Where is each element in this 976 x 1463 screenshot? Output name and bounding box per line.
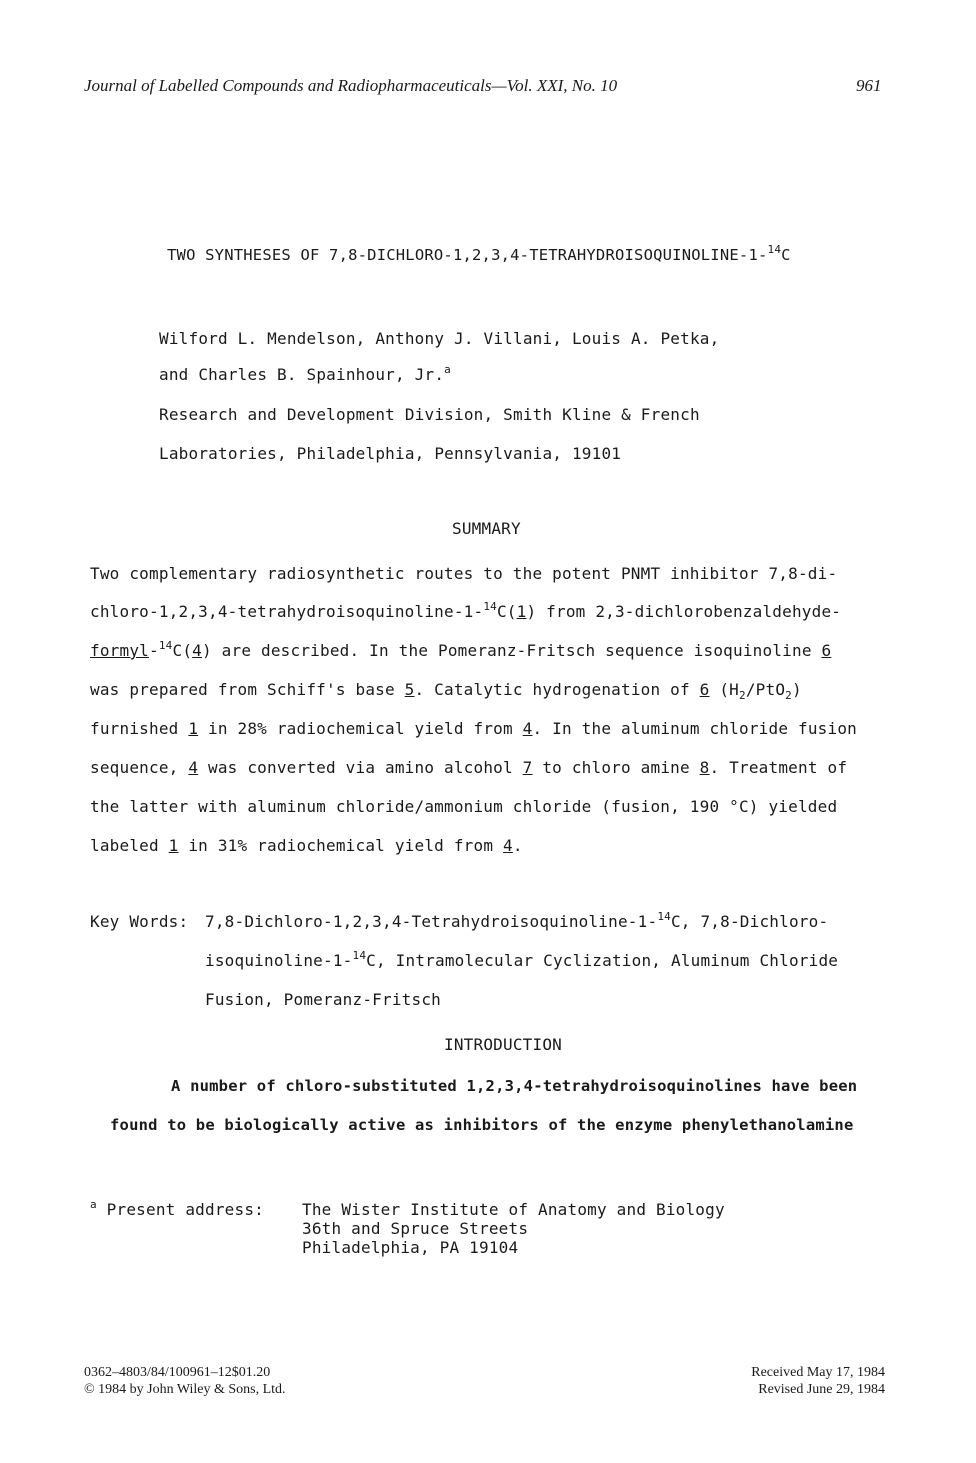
introduction-heading: INTRODUCTION (444, 1035, 562, 1054)
summary-text: furnished (90, 719, 189, 738)
summary-line-8 (90, 836, 523, 855)
paper-title (167, 243, 791, 264)
affiliation-line-2: Laboratories, Philadelphia, Pennsylvania, 19101 (159, 444, 622, 463)
summary-text: . Catalytic hydrogenation of (414, 680, 700, 699)
summary-text: labeled (90, 836, 169, 855)
footnote-address-line-2: 36th and Spruce Streets (302, 1219, 529, 1238)
summary-text: in 31% radiochemical yield from (178, 836, 503, 855)
keywords-line-1 (205, 912, 828, 931)
authors-line-2 (159, 365, 451, 384)
compound-number: 6 (699, 680, 710, 699)
title-isotope-mass: 14 (767, 243, 782, 256)
isotope-mass: 14 (657, 910, 671, 923)
summary-text: - (149, 641, 159, 660)
summary-line-4 (90, 680, 802, 702)
authors-line-1: Wilford L. Mendelson, Anthony J. Villani, Louis A. Petka, (159, 329, 720, 348)
keywords-line-3: Fusion, Pomeranz-Fritsch (205, 990, 441, 1009)
summary-text: . In the aluminum chloride fusion (532, 719, 857, 738)
summary-text: ) are described. In the Pomeranz-Fritsch sequence isoquinoline (202, 641, 822, 660)
compound-number: 6 (821, 641, 832, 660)
footer-right (751, 1364, 885, 1398)
summary-text: ) (792, 680, 802, 699)
compound-number: 7 (522, 758, 533, 777)
keywords-text: C, Intramolecular Cyclization, Aluminum Chloride (366, 951, 839, 970)
footer-revised-date: Revised June 29, 1984 (758, 1382, 885, 1397)
keywords-text: C, 7,8-Dichloro- (670, 912, 829, 931)
summary-text: C( (172, 641, 193, 660)
isotope-mass: 14 (158, 639, 173, 652)
compound-number: 1 (188, 719, 199, 738)
summary-text: C( (496, 602, 517, 621)
summary-text: chloro-1,2,3,4-tetrahydroisoquinoline-1- (90, 602, 484, 621)
affiliation-line-1: Research and Development Division, Smith Kline & French (159, 405, 700, 424)
isotope-mass: 14 (352, 949, 367, 962)
footnote-address-line-3: Philadelphia, PA 19104 (302, 1238, 519, 1257)
compound-number: 1 (516, 602, 527, 621)
summary-heading: SUMMARY (452, 519, 521, 538)
footnote-address (302, 1200, 725, 1257)
summary-line-7: the latter with aluminum chloride/ammonium chloride (fusion, 190 °C) yielded (90, 797, 838, 816)
compound-number: 1 (168, 836, 179, 855)
title-element: C (781, 246, 791, 264)
summary-text: to chloro amine (532, 758, 700, 777)
summary-line-6 (90, 758, 847, 777)
subscript: 2 (739, 689, 746, 702)
footnote-address-line-1: The Wister Institute of Anatomy and Biology (302, 1200, 725, 1219)
summary-text: was prepared from Schiff's base (90, 680, 405, 699)
footnote-label-text: Present address: (106, 1200, 264, 1219)
footer-received-date: Received May 17, 1984 (751, 1365, 885, 1380)
summary-text: in 28% radiochemical yield from (198, 719, 523, 738)
footer-left (84, 1364, 286, 1398)
summary-text: formyl (90, 641, 149, 660)
authors-line-2-text: and Charles B. Spainhour, Jr. (159, 365, 445, 384)
summary-line-3 (90, 641, 831, 660)
summary-text: ) from 2,3-dichlorobenzaldehyde- (526, 602, 842, 621)
footnote-label (90, 1200, 264, 1219)
title-text: TWO SYNTHESES OF 7,8-DICHLORO-1,2,3,4-TETRAHYDROISOQUINOLINE-1- (167, 246, 768, 264)
summary-line-2 (90, 602, 841, 621)
journal-header: Journal of Labelled Compounds and Radiopharmaceuticals—Vol. XXI, No. 10 (84, 76, 618, 95)
footnote-mark: a (90, 1198, 97, 1211)
keywords-text: isoquinoline-1- (205, 951, 353, 970)
compound-number: 4 (522, 719, 533, 738)
page-number: 961 (856, 76, 882, 95)
summary-text: . (512, 836, 523, 855)
compound-number: 4 (188, 758, 199, 777)
compound-number: 5 (404, 680, 415, 699)
footer-copyright: © 1984 by John Wiley & Sons, Ltd. (84, 1382, 286, 1397)
compound-number: 8 (699, 758, 710, 777)
isotope-mass: 14 (483, 600, 497, 613)
keywords-text: 7,8-Dichloro-1,2,3,4-Tetrahydroisoquinoline-1- (205, 912, 658, 931)
subscript: 2 (785, 689, 792, 702)
compound-number: 4 (503, 836, 513, 855)
introduction-line-1: A number of chloro-substituted 1,2,3,4-tetrahydroisoquinolines have been (171, 1077, 858, 1095)
summary-text: sequence, (90, 758, 189, 777)
keywords-label: Key Words: (90, 912, 189, 931)
compound-number: 4 (192, 641, 203, 660)
summary-text: was converted via amino alcohol (198, 758, 523, 777)
footer-code: 0362–4803/84/100961–12$01.20 (84, 1365, 271, 1380)
summary-line-5 (90, 719, 857, 738)
author-footnote-mark: a (444, 363, 451, 376)
summary-text: . Treatment of (709, 758, 848, 777)
summary-line-1: Two complementary radiosynthetic routes to the potent PNMT inhibitor 7,8-di- (90, 564, 838, 583)
summary-text: /PtO (745, 680, 786, 699)
introduction-line-2: found to be biologically active as inhibitors of the enzyme phenylethanolamine (110, 1116, 854, 1134)
summary-text: (H (709, 680, 739, 699)
keywords-line-2 (205, 951, 838, 970)
